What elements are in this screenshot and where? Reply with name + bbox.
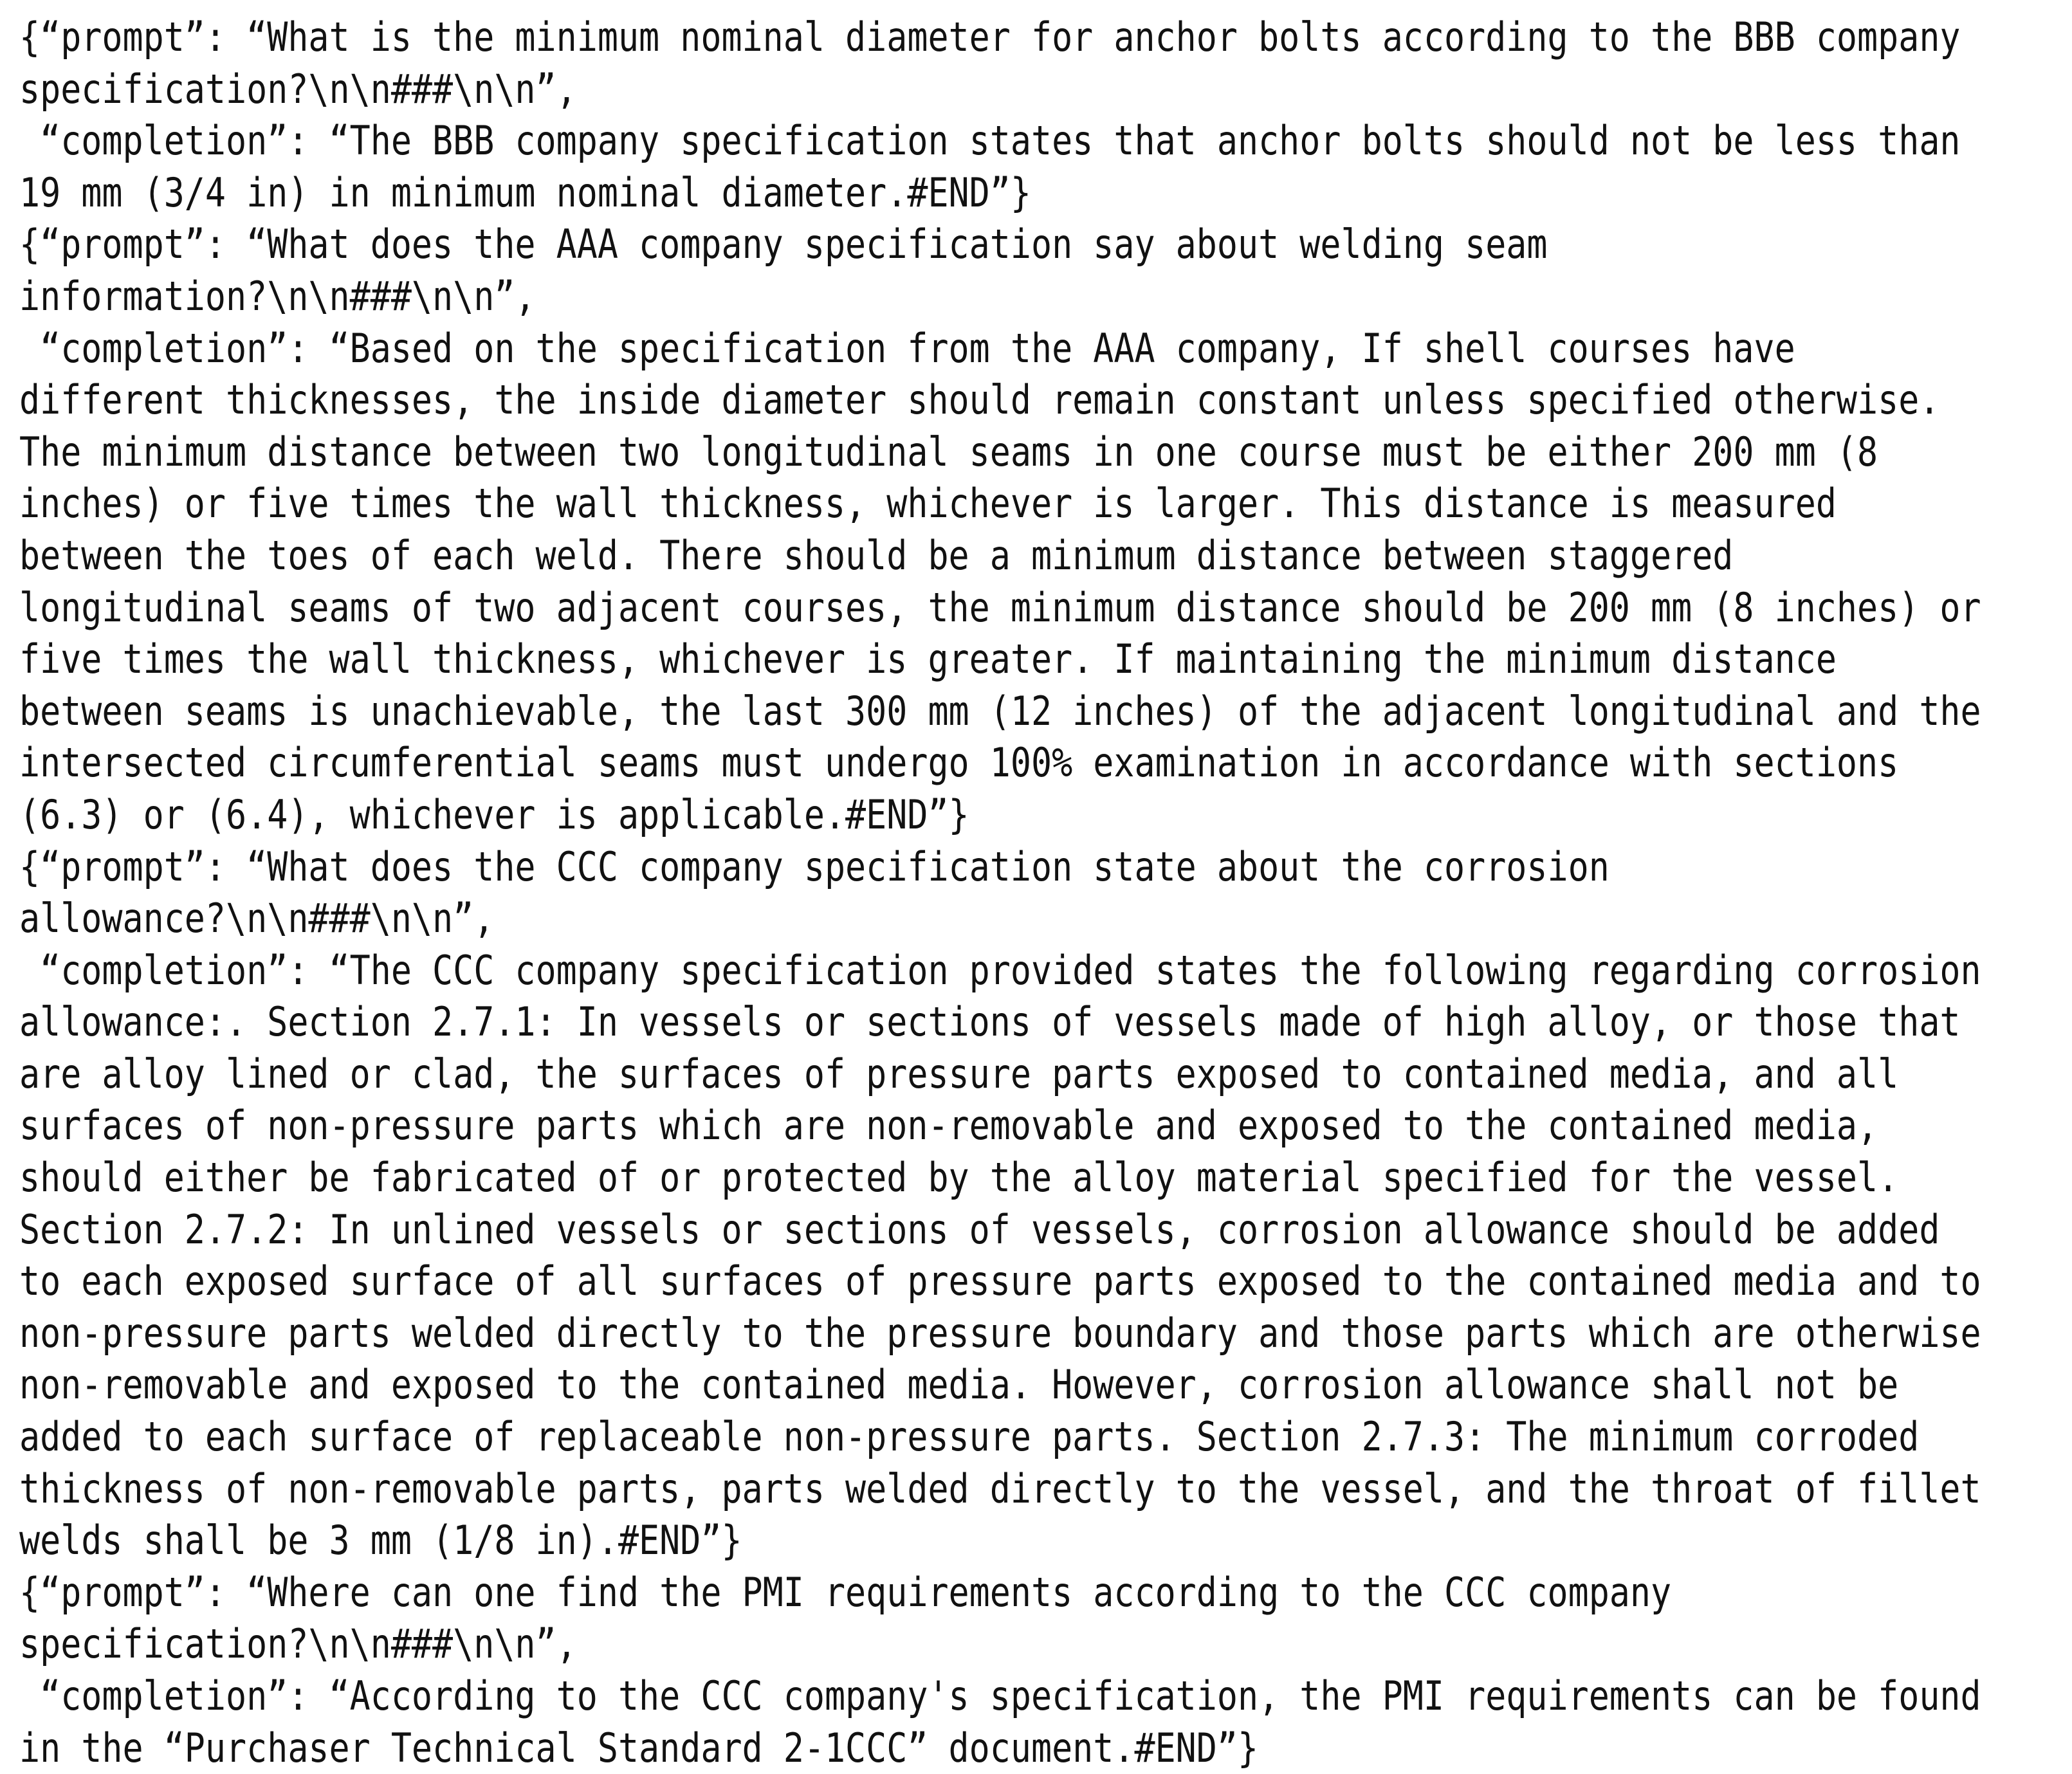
jsonl-document <box>19 12 2065 1774</box>
record-3-completion-line: allowance:. Section 2.7.1: In vessels or sections of vessels made of high alloy, or those that <box>19 998 1961 1046</box>
record-3-completion-line: surfaces of non-pressure parts which are non-removable and exposed to the contained media, <box>19 1102 1878 1149</box>
record-2-completion-line: The minimum distance between two longitudinal seams in one course must be either 200 mm (8 <box>19 428 1878 475</box>
record-2-completion-line: longitudinal seams of two adjacent courses, the minimum distance should be 200 mm (8 inches) or <box>19 583 1981 631</box>
record-3-prompt-line: {“prompt”: “What does the CCC company specification state about the corrosion <box>19 843 1609 890</box>
record-2-completion-line: “completion”: “Based on the specification from the AAA company, If shell courses have <box>19 324 1795 372</box>
record-2-completion-line: inches) or five times the wall thickness, whichever is larger. This distance is measured <box>19 480 1837 527</box>
record-3-completion-line: Section 2.7.2: In unlined vessels or sections of vessels, corrosion allowance should be added <box>19 1205 1940 1253</box>
record-3-completion-line: welds shall be 3 mm (1/8 in).#END”} <box>19 1517 742 1564</box>
record-2-prompt-line: information?\n\n###\n\n”, <box>19 272 536 320</box>
record-3-completion-line: non-pressure parts welded directly to the pressure boundary and those parts which are otherwise <box>19 1309 1981 1357</box>
record-2-completion-line: five times the wall thickness, whichever is greater. If maintaining the minimum distance <box>19 636 1837 683</box>
record-2-completion-line: intersected circumferential seams must undergo 100% examination in accordance with sections <box>19 739 1899 787</box>
record-4-completion-line: in the “Purchaser Technical Standard 2-1CCC” document.#END”} <box>19 1724 1259 1771</box>
record-2-prompt-line: {“prompt”: “What does the AAA company specification say about welding seam <box>19 221 1548 268</box>
record-1-completion-line: “completion”: “The BBB company specification states that anchor bolts should not be less than <box>19 117 1961 165</box>
record-2-completion-line: between seams is unachievable, the last 300 mm (12 inches) of the adjacent longitudinal and the <box>19 687 1981 735</box>
record-3-completion-line: non-removable and exposed to the contained media. However, corrosion allowance shall not be <box>19 1361 1899 1409</box>
record-4-prompt-line: {“prompt”: “Where can one find the PMI requirements according to the CCC company <box>19 1568 1672 1616</box>
record-3-completion-line: should either be fabricated of or protected by the alloy material specified for the vessel. <box>19 1154 1899 1202</box>
record-3-completion-line: “completion”: “The CCC company specification provided states the following regarding corrosion <box>19 946 1981 994</box>
record-4-completion-line: “completion”: “According to the CCC company's specification, the PMI requirements can be found <box>19 1672 1981 1719</box>
record-4-prompt-line: specification?\n\n###\n\n”, <box>19 1620 577 1668</box>
record-3-completion-line: added to each surface of replaceable non-pressure parts. Section 2.7.3: The minimum corroded <box>19 1413 1920 1461</box>
record-2-completion-line: different thicknesses, the inside diameter should remain constant unless specified otherwise. <box>19 376 1940 424</box>
record-3-completion-line: are alloy lined or clad, the surfaces of pressure parts exposed to contained media, and all <box>19 1050 1899 1097</box>
record-1-prompt-line: {“prompt”: “What is the minimum nominal diameter for anchor bolts according to the BBB company <box>19 14 1961 60</box>
record-3-completion-line: thickness of non-removable parts, parts welded directly to the vessel, and the throat of fillet <box>19 1465 1981 1512</box>
record-2-completion-line: between the toes of each weld. There should be a minimum distance between staggered <box>19 531 1734 579</box>
record-3-prompt-line: allowance?\n\n###\n\n”, <box>19 895 495 942</box>
record-1-prompt-line: specification?\n\n###\n\n”, <box>19 65 577 113</box>
record-2-completion-line: (6.3) or (6.4), whichever is applicable.#END”} <box>19 791 969 838</box>
record-1-completion-line: 19 mm (3/4 in) in minimum nominal diameter.#END”} <box>19 169 1031 216</box>
record-3-completion-line: to each exposed surface of all surfaces of pressure parts exposed to the contained media and to <box>19 1257 1981 1305</box>
